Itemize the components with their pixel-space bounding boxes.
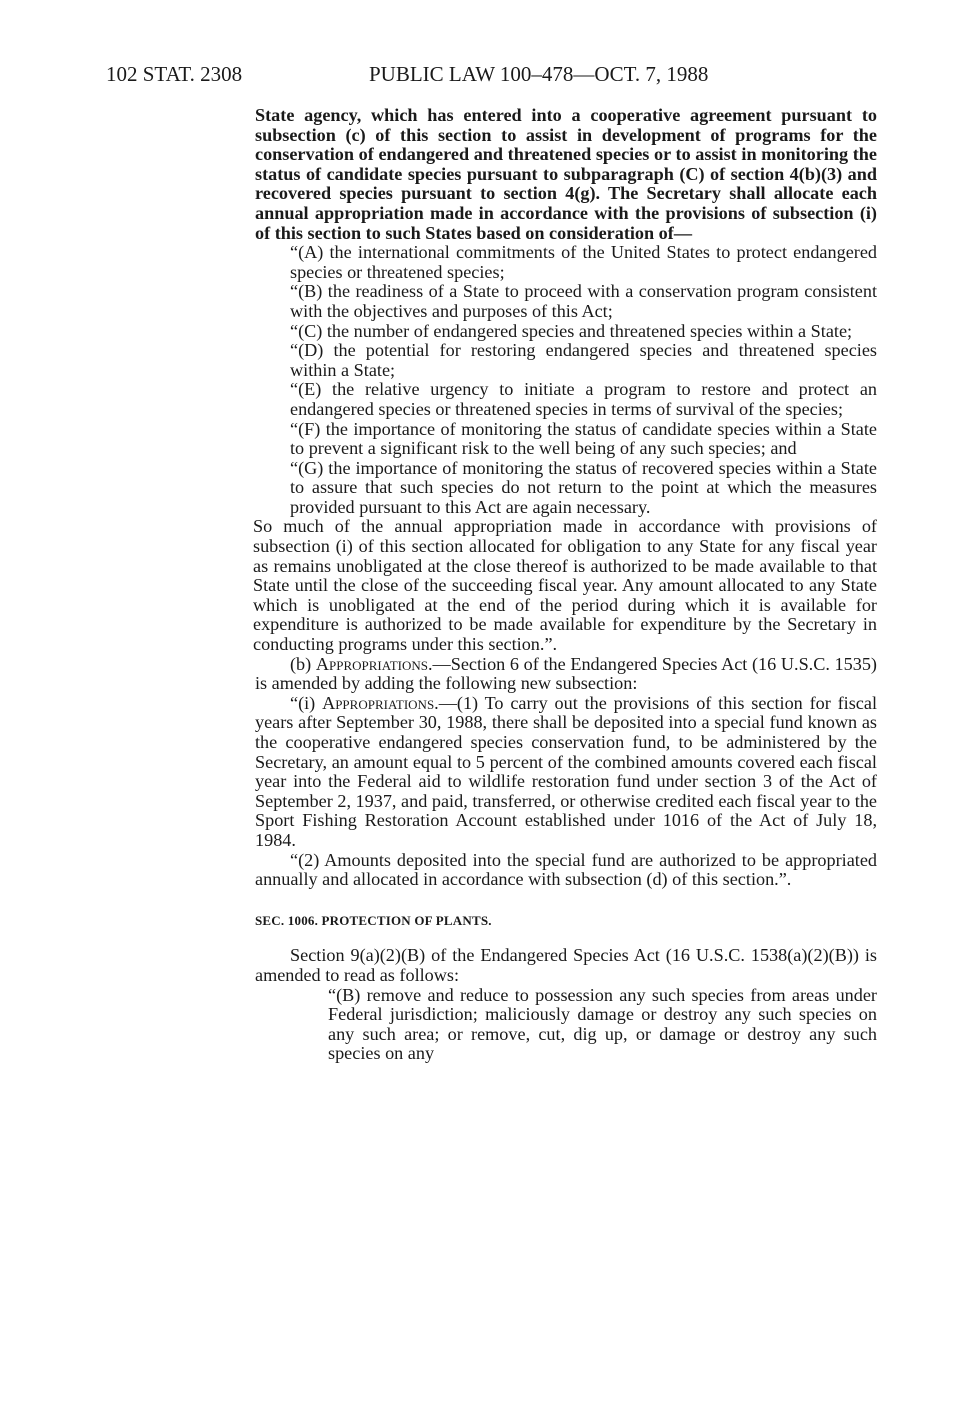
list-item-d: “(D) the potential for restoring endangered species and threatened species within a State; bbox=[290, 340, 877, 380]
document-body bbox=[255, 106, 877, 1064]
list-item-a: “(A) the international commitments of the United States to protect endangered species or threatened species; bbox=[290, 242, 877, 282]
paragraph-i-appropriations: “(i) Appropriations.—(1) To carry out the provisions of this section for fiscal years after September 30, 1988, there shall be deposited into a special fund known as the cooperative endangered species conservation fund, to be administered by the Secretary, an amount equal to 5 percent of the combined amounts covered each fiscal year into the Federal aid to wildlife restoration fund under section 3 of the Act of September 2, 1937, and paid, transferred, or otherwise credited each fiscal year to the Sport Fishing Restoration Account established under 1016 of the Act of July 18, 1984. bbox=[255, 692, 877, 850]
list-item-c: “(C) the number of endangered species and threatened species within a State; bbox=[290, 320, 853, 341]
list-item-e: “(E) the relative urgency to initiate a program to restore and protect an endangered species or threatened species in terms of survival of the species; bbox=[290, 379, 877, 419]
consideration-list bbox=[290, 243, 877, 517]
paragraph-b-appropriations: (b) Appropriations.—Section 6 of the Endangered Species Act (16 U.S.C. 1535) is amended by adding the following new subsection: bbox=[255, 653, 877, 694]
public-law-heading: PUBLIC LAW 100–478—OCT. 7, 1988 bbox=[369, 62, 709, 86]
statute-citation: 102 STAT. 2308 bbox=[106, 62, 243, 86]
paragraph-section-1006: Section 9(a)(2)(B) of the Endangered Species Act (16 U.S.C. 1538(a)(2)(B)) is amended to read as follows: bbox=[255, 945, 877, 985]
i-appropriations-heading: Appropriations bbox=[322, 692, 435, 713]
paragraph-state-agency: State agency, which has entered into a cooperative agreement pursuant to subsection (c) of this section to assist in development of programs for the conservation of endangered and threatened species or to assist in monitoring the status of candidate species pursuant to subparagraph (C) of section 4(b)(3) and recovered species pursuant to section 4(g). The Secretary shall allocate each annual appropriation made in accordance with the provisions of subsection (i) of this section to such States based on consideration of— bbox=[255, 105, 877, 243]
quoted-amendment-b: “(B) remove and reduce to possession any such species from areas under Federal jurisdiction; maliciously damage or destroy any such species on any such area; or remove, cut, dig up, or damage or destroy any such species on any bbox=[328, 984, 877, 1064]
list-item-b: “(B) the readiness of a State to proceed with a conservation program consistent with the objectives and purposes of this Act; bbox=[290, 281, 877, 321]
b-appropriations-heading: Appropriations bbox=[315, 653, 428, 674]
list-item-g: “(G) the importance of monitoring the status of recovered species within a State to assure that such species do not return to the point at which the measures provided pursuant to this Act are again necessary. bbox=[290, 457, 877, 517]
paragraph-so-much: So much of the annual appropriation made in accordance with provisions of subsection (i) of this section allocated for obligation to any State for any fiscal year as remains unobligated at the close thereof is authorized to be made available to that State until the close of the succeeding fiscal year. Any amount allocated to any State which is unobligated at the end of the period during which it is available for expenditure is authorized to be made available for expenditure by the Secretary in conducting programs under this section.”. bbox=[253, 516, 877, 655]
section-1006-heading: SEC. 1006. PROTECTION OF PLANTS. bbox=[255, 912, 492, 928]
paragraph-i-2: “(2) Amounts deposited into the special fund are authorized to be appropriated annually and allocated in accordance with subsection (d) of this section.”. bbox=[255, 849, 877, 890]
list-item-f: “(F) the importance of monitoring the status of candidate species within a State to prevent a significant risk to the well being of any such species; and bbox=[290, 418, 877, 459]
